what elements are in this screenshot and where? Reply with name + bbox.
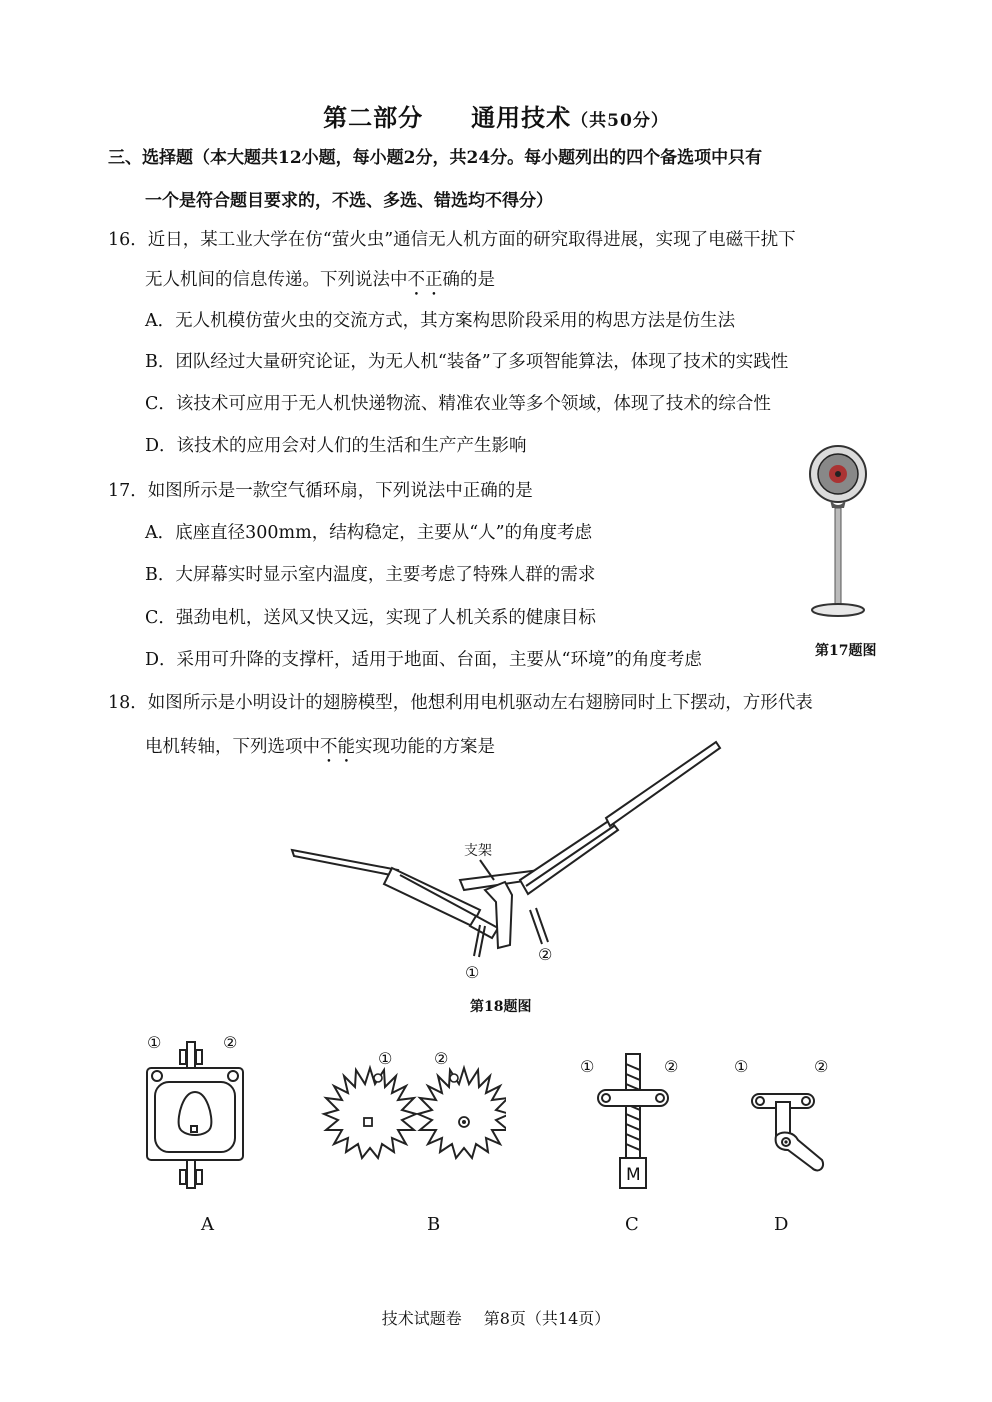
q18-figure-caption: 第18题图 <box>470 999 532 1015</box>
q18-stem-line2: 电机转轴，下列选项中不能实现功能的方案是 <box>145 737 495 757</box>
wing-model-figure <box>280 730 730 990</box>
q18-stem-line1: 18．如图所示是小明设计的翅膀模型，他想利用电机驱动左右翅膀同时上下摆动，方形代表 <box>108 693 813 713</box>
q16-emphasis: 不正 <box>407 270 443 290</box>
option-c-figure <box>578 1048 690 1198</box>
option-a-marker-2: ② <box>223 1033 238 1052</box>
option-c-label: C <box>625 1214 639 1235</box>
q17-figure-caption: 第17题图 <box>815 643 877 659</box>
option-a-figure <box>135 1030 255 1195</box>
option-a-label: A <box>201 1214 214 1235</box>
marker-1: ① <box>465 963 480 982</box>
page-info: 第8页（共14页） <box>483 1309 611 1328</box>
option-a-marker-1: ① <box>147 1033 162 1052</box>
fan-figure <box>800 432 880 632</box>
title-score: （共50分） <box>571 111 669 131</box>
q16-stem-line1: 16．近日，某工业大学在仿“萤火虫”通信无人机方面的研究取得进展，实现了电磁干扰下 <box>108 230 796 250</box>
q17-option-c: C．强劲电机，送风又快又远，实现了人机关系的健康目标 <box>145 608 596 628</box>
option-c-marker-1: ① <box>580 1057 595 1076</box>
q17-option-a: A．底座直径300mm，结构稳定，主要从“人”的角度考虑 <box>145 523 593 543</box>
option-b-marker-1: ① <box>378 1049 393 1068</box>
section-instruction-line2: 一个是符合题目要求的，不选、多选、错选均不得分） <box>145 191 553 211</box>
title-part: 第二部分 <box>323 103 424 132</box>
option-d-label: D <box>774 1214 789 1235</box>
option-c-marker-2: ② <box>664 1057 679 1076</box>
page-title <box>0 98 992 133</box>
q16-option-d: D．该技术的应用会对人们的生活和生产产生影响 <box>145 436 527 456</box>
q16-option-b: B．团队经过大量研究论证，为无人机“装备”了多项智能算法，体现了技术的实践性 <box>145 352 789 372</box>
paper-name: 技术试题卷 <box>381 1309 462 1328</box>
option-d-marker-2: ② <box>814 1057 829 1076</box>
q16-option-c: C．该技术可应用于无人机快递物流、精准农业等多个领域，体现了技术的综合性 <box>145 394 771 414</box>
option-d-figure <box>728 1050 840 1180</box>
motor-label: M <box>626 1165 641 1185</box>
q17-option-d: D．采用可升降的支撑杆，适用于地面、台面，主要从“环境”的角度考虑 <box>145 650 702 670</box>
section-instruction-line1: 三、选择题（本大题共12小题，每小题2分，共24分。每小题列出的四个备选项中只有 <box>108 148 763 168</box>
option-d-marker-1: ① <box>734 1057 749 1076</box>
option-b-figure <box>318 1048 506 1160</box>
q18-emphasis: 不能 <box>320 737 355 757</box>
q17-option-b: B．大屏幕实时显示室内温度，主要考虑了特殊人群的需求 <box>145 565 596 585</box>
marker-2: ② <box>538 945 553 964</box>
q16-stem-line2: 无人机间的信息传递。下列说法中不正确的是 <box>145 270 495 290</box>
page-footer <box>0 1306 992 1329</box>
q16-option-a: A．无人机模仿萤火虫的交流方式，其方案构思阶段采用的构思方法是仿生法 <box>145 311 736 331</box>
bracket-label: 支架 <box>464 843 492 859</box>
option-b-label: B <box>427 1214 441 1235</box>
q17-stem: 17．如图所示是一款空气循环扇，下列说法中正确的是 <box>108 481 533 501</box>
title-subject: 通用技术 <box>471 103 572 132</box>
option-b-marker-2: ② <box>434 1049 449 1068</box>
